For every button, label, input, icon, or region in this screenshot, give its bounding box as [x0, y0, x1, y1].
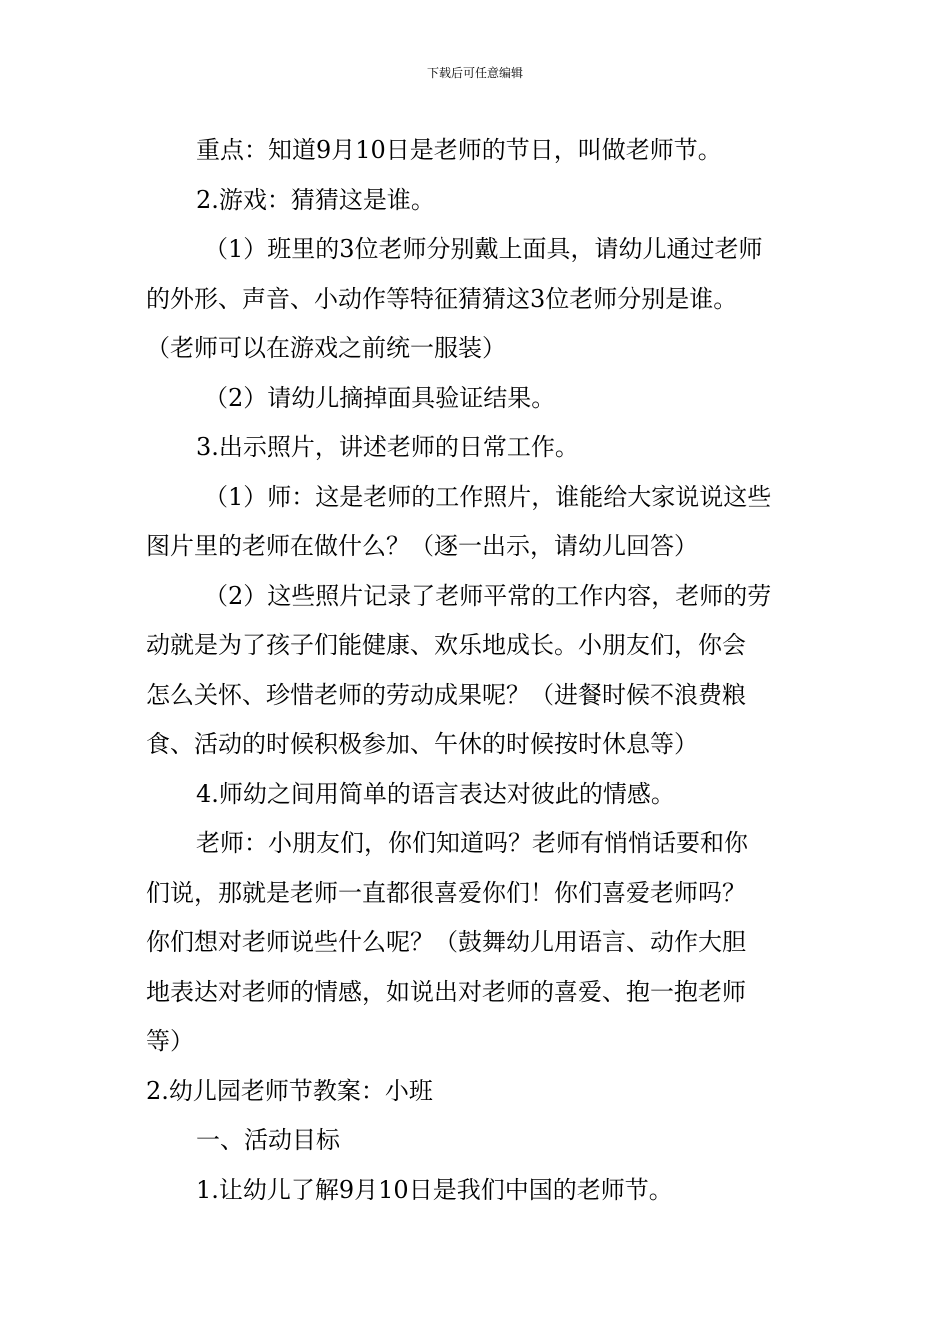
body-line-game-step-1-note: （老师可以在游戏之前统一服装） — [146, 334, 506, 362]
body-line-photos-step-1: （1）师：这是老师的工作照片，谁能给大家说说这些 — [204, 482, 772, 511]
body-line-game-step-2: （2）请幼儿摘掉面具验证结果。 — [204, 383, 556, 412]
body-line-teacher-speech-cont-2: 你们想对老师说些什么呢？（鼓舞幼儿用语言、动作大胆 — [146, 928, 746, 956]
body-line-photos-step-2-cont-1: 动就是为了孩子们能健康、欢乐地成长。小朋友们，你会 — [146, 631, 746, 659]
document-body — [146, 126, 810, 1215]
body-line-photos-heading: 3.出示照片，讲述老师的日常工作。 — [196, 433, 579, 461]
body-line-goal-1: 1.让幼儿了解9月10日是我们中国的老师节。 — [196, 1175, 673, 1204]
body-line-game-heading: 2.游戏：猜猜这是谁。 — [196, 185, 435, 214]
body-line-photos-step-2-cont-3: 食、活动的时候积极参加、午休的时候按时休息等） — [146, 730, 698, 758]
body-line-teacher-speech-cont-1: 们说，那就是老师一直都很喜爱你们！你们喜爱老师吗？ — [146, 878, 746, 907]
body-line-key-point: 重点：知道9月10日是老师的节日，叫做老师节。 — [196, 136, 722, 164]
body-line-game-step-1-cont: 的外形、声音、小动作等特征猜猜这3位老师分别是谁。 — [146, 284, 738, 313]
body-line-photos-step-2-cont-2: 怎么关怀、珍惜老师的劳动成果呢？（进餐时候不浪费粮 — [146, 680, 746, 709]
body-line-teacher-speech-cont-4: 等） — [146, 1027, 194, 1055]
page-header: 下载后可任意编辑 — [426, 66, 523, 80]
section-heading-activity-goals: 一、活动目标 — [196, 1126, 340, 1154]
section-title-small-class-plan: 2.幼儿园老师节教案：小班 — [146, 1076, 433, 1105]
body-line-emotion-heading: 4.师幼之间用简单的语言表达对彼此的情感。 — [196, 779, 675, 808]
body-line-photos-step-2: （2）这些照片记录了老师平常的工作内容，老师的劳 — [204, 581, 772, 610]
body-line-teacher-speech-cont-3: 地表达对老师的情感，如说出对老师的喜爱、抱一抱老师 — [146, 977, 746, 1006]
body-line-game-step-1: （1）班里的3位老师分别戴上面具，请幼儿通过老师 — [204, 235, 763, 263]
body-line-photos-step-1-cont: 图片里的老师在做什么？（逐一出示，请幼儿回答） — [146, 532, 698, 560]
body-line-teacher-speech: 老师：小朋友们，你们知道吗？老师有悄悄话要和你 — [196, 829, 748, 857]
